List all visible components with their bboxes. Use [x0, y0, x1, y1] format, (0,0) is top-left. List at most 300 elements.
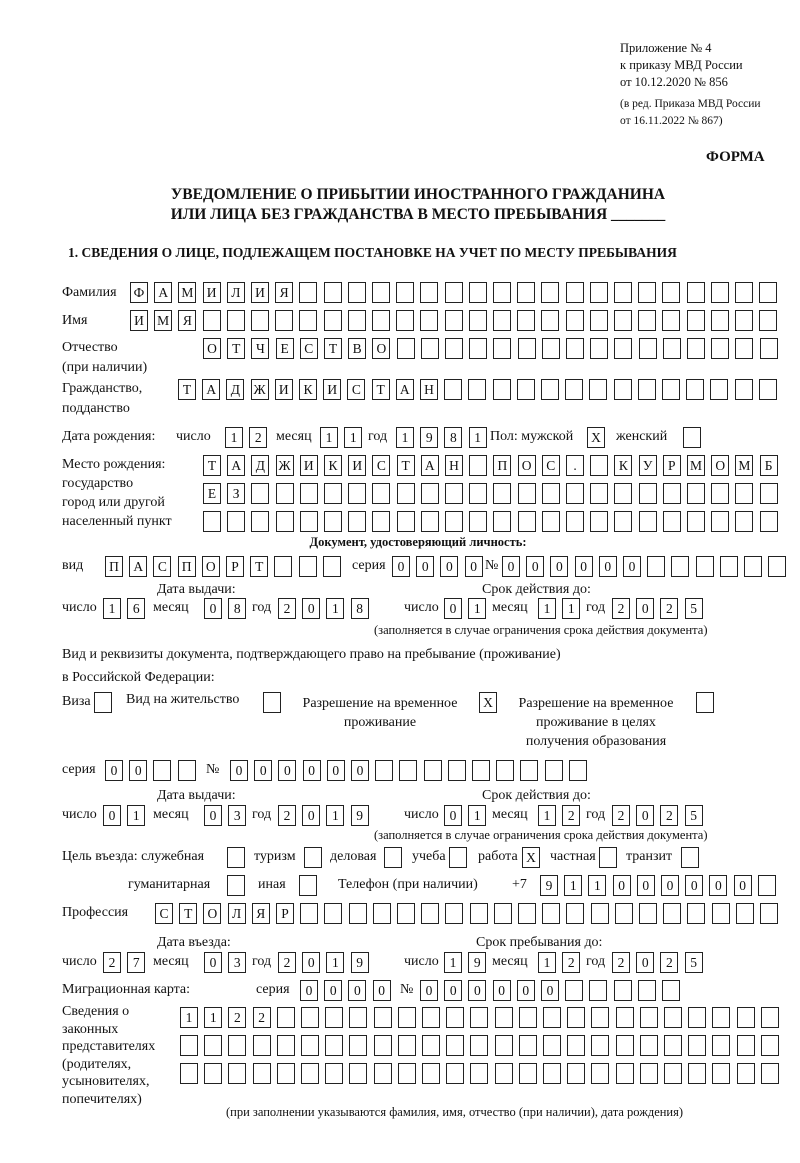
char-cell[interactable]	[758, 875, 776, 896]
char-cell[interactable]	[349, 903, 367, 924]
char-cell[interactable]	[421, 338, 439, 359]
char-cell[interactable]: 0	[636, 952, 654, 973]
char-cell[interactable]: 8	[351, 598, 369, 619]
char-cell[interactable]: 0	[599, 556, 617, 577]
char-cell[interactable]	[445, 483, 463, 504]
char-cell[interactable]: 1	[326, 805, 344, 826]
char-cell[interactable]: 0	[392, 556, 410, 577]
char-cell[interactable]	[444, 379, 462, 400]
char-cell[interactable]	[324, 310, 342, 331]
char-cell[interactable]	[761, 1007, 779, 1028]
char-cell[interactable]	[472, 760, 490, 781]
char-cell[interactable]	[566, 338, 584, 359]
char-cell[interactable]	[398, 1063, 416, 1084]
char-cell[interactable]: 5	[685, 805, 703, 826]
char-cell[interactable]	[614, 338, 632, 359]
char-cell[interactable]	[735, 483, 753, 504]
char-cell[interactable]: 8	[228, 598, 246, 619]
char-cell[interactable]	[518, 903, 536, 924]
char-cell[interactable]: А	[227, 455, 245, 476]
char-cell[interactable]	[590, 455, 608, 476]
char-cell[interactable]: Т	[397, 455, 415, 476]
char-cell[interactable]	[469, 455, 487, 476]
char-cell[interactable]: М	[154, 310, 172, 331]
char-cell[interactable]	[735, 310, 753, 331]
char-cell[interactable]: 1	[320, 427, 338, 448]
char-cell[interactable]	[398, 1007, 416, 1028]
char-cell[interactable]	[374, 1035, 392, 1056]
char-cell[interactable]: 0	[302, 952, 320, 973]
char-cell[interactable]: И	[275, 379, 293, 400]
char-cell[interactable]	[662, 980, 680, 1001]
char-cell[interactable]: 0	[278, 760, 296, 781]
char-cell[interactable]	[517, 310, 535, 331]
char-cell[interactable]: 9	[468, 952, 486, 973]
char-cell[interactable]: А	[421, 455, 439, 476]
char-cell[interactable]	[349, 1035, 367, 1056]
char-cell[interactable]: А	[396, 379, 414, 400]
char-cell[interactable]	[671, 556, 689, 577]
char-cell[interactable]	[711, 511, 729, 532]
char-cell[interactable]	[494, 903, 512, 924]
char-cell[interactable]: И	[300, 455, 318, 476]
char-cell[interactable]: Р	[276, 903, 294, 924]
char-cell[interactable]	[737, 1007, 755, 1028]
char-cell[interactable]: 0	[465, 556, 483, 577]
char-cell[interactable]: 0	[526, 556, 544, 577]
char-cell[interactable]: И	[130, 310, 148, 331]
char-cell[interactable]	[543, 1007, 561, 1028]
char-cell[interactable]	[569, 760, 587, 781]
char-cell[interactable]	[566, 511, 584, 532]
char-cell[interactable]	[519, 1063, 537, 1084]
char-cell[interactable]	[493, 310, 511, 331]
char-cell[interactable]	[324, 282, 342, 303]
char-cell[interactable]: 2	[249, 427, 267, 448]
char-cell[interactable]: 5	[685, 952, 703, 973]
char-cell[interactable]	[445, 282, 463, 303]
char-cell[interactable]: 0	[444, 805, 462, 826]
char-cell[interactable]	[446, 1035, 464, 1056]
char-cell[interactable]	[737, 1063, 755, 1084]
char-cell[interactable]	[589, 980, 607, 1001]
char-cell[interactable]: 2	[660, 805, 678, 826]
char-cell[interactable]	[590, 511, 608, 532]
char-cell[interactable]	[687, 282, 705, 303]
char-cell[interactable]	[541, 310, 559, 331]
char-cell[interactable]	[153, 760, 171, 781]
char-cell[interactable]: П	[493, 455, 511, 476]
char-cell[interactable]	[543, 1035, 561, 1056]
char-cell[interactable]	[759, 379, 777, 400]
char-cell[interactable]	[517, 379, 535, 400]
char-cell[interactable]	[375, 760, 393, 781]
char-cell[interactable]: 1	[468, 805, 486, 826]
char-cell[interactable]: 5	[685, 598, 703, 619]
checkbox[interactable]: X	[522, 847, 540, 868]
char-cell[interactable]	[591, 1063, 609, 1084]
char-cell[interactable]: 1	[204, 1007, 222, 1028]
char-cell[interactable]: 1	[180, 1007, 198, 1028]
char-cell[interactable]	[567, 1063, 585, 1084]
char-cell[interactable]: 0	[348, 980, 366, 1001]
char-cell[interactable]	[518, 483, 536, 504]
char-cell[interactable]: П	[178, 556, 196, 577]
char-cell[interactable]: 0	[327, 760, 345, 781]
char-cell[interactable]: 0	[204, 952, 222, 973]
char-cell[interactable]	[251, 310, 269, 331]
char-cell[interactable]	[744, 556, 762, 577]
char-cell[interactable]	[495, 1063, 513, 1084]
char-cell[interactable]	[647, 556, 665, 577]
char-cell[interactable]: И	[203, 282, 221, 303]
char-cell[interactable]	[760, 903, 778, 924]
char-cell[interactable]	[519, 1035, 537, 1056]
char-cell[interactable]	[420, 310, 438, 331]
char-cell[interactable]: 0	[440, 556, 458, 577]
char-cell[interactable]	[720, 556, 738, 577]
char-cell[interactable]	[348, 483, 366, 504]
char-cell[interactable]	[325, 1063, 343, 1084]
char-cell[interactable]	[470, 1035, 488, 1056]
char-cell[interactable]: 0	[444, 598, 462, 619]
char-cell[interactable]: Ж	[251, 379, 269, 400]
char-cell[interactable]: С	[347, 379, 365, 400]
char-cell[interactable]: М	[735, 455, 753, 476]
char-cell[interactable]	[372, 282, 390, 303]
checkbox[interactable]	[263, 692, 281, 713]
char-cell[interactable]: 0	[636, 805, 654, 826]
char-cell[interactable]: 1	[562, 598, 580, 619]
char-cell[interactable]	[470, 903, 488, 924]
char-cell[interactable]: 1	[396, 427, 414, 448]
char-cell[interactable]	[520, 760, 538, 781]
char-cell[interactable]	[768, 556, 786, 577]
char-cell[interactable]	[735, 338, 753, 359]
char-cell[interactable]	[565, 379, 583, 400]
char-cell[interactable]	[591, 903, 609, 924]
char-cell[interactable]: 0	[623, 556, 641, 577]
checkbox[interactable]	[304, 847, 322, 868]
char-cell[interactable]: 0	[636, 598, 654, 619]
char-cell[interactable]	[640, 1035, 658, 1056]
char-cell[interactable]	[567, 1035, 585, 1056]
char-cell[interactable]	[325, 1007, 343, 1028]
char-cell[interactable]: 2	[278, 598, 296, 619]
char-cell[interactable]	[614, 282, 632, 303]
char-cell[interactable]	[616, 1063, 634, 1084]
char-cell[interactable]: Т	[227, 338, 245, 359]
checkbox[interactable]	[449, 847, 467, 868]
char-cell[interactable]	[180, 1063, 198, 1084]
char-cell[interactable]: 0	[493, 980, 511, 1001]
char-cell[interactable]	[591, 1007, 609, 1028]
char-cell[interactable]: 9	[540, 875, 558, 896]
char-cell[interactable]	[422, 1007, 440, 1028]
char-cell[interactable]	[299, 556, 317, 577]
char-cell[interactable]: 0	[230, 760, 248, 781]
char-cell[interactable]: О	[711, 455, 729, 476]
char-cell[interactable]: К	[324, 455, 342, 476]
char-cell[interactable]	[638, 980, 656, 1001]
char-cell[interactable]	[696, 556, 714, 577]
char-cell[interactable]: 0	[324, 980, 342, 1001]
char-cell[interactable]	[277, 1063, 295, 1084]
char-cell[interactable]: 2	[228, 1007, 246, 1028]
char-cell[interactable]: 1	[564, 875, 582, 896]
char-cell[interactable]	[542, 511, 560, 532]
char-cell[interactable]	[541, 282, 559, 303]
checkbox[interactable]	[696, 692, 714, 713]
char-cell[interactable]	[712, 1035, 730, 1056]
char-cell[interactable]	[493, 483, 511, 504]
char-cell[interactable]	[495, 1035, 513, 1056]
checkbox[interactable]	[384, 847, 402, 868]
char-cell[interactable]	[422, 1063, 440, 1084]
char-cell[interactable]: Т	[203, 455, 221, 476]
char-cell[interactable]	[276, 511, 294, 532]
char-cell[interactable]: 1	[538, 598, 556, 619]
checkbox[interactable]	[299, 875, 317, 896]
char-cell[interactable]	[710, 379, 728, 400]
char-cell[interactable]	[711, 282, 729, 303]
char-cell[interactable]: 0	[303, 760, 321, 781]
char-cell[interactable]: Е	[276, 338, 294, 359]
char-cell[interactable]	[469, 483, 487, 504]
char-cell[interactable]	[445, 310, 463, 331]
char-cell[interactable]	[664, 1007, 682, 1028]
char-cell[interactable]	[470, 1007, 488, 1028]
char-cell[interactable]: А	[202, 379, 220, 400]
char-cell[interactable]: Е	[203, 483, 221, 504]
char-cell[interactable]: 2	[612, 805, 630, 826]
char-cell[interactable]	[640, 1007, 658, 1028]
char-cell[interactable]	[398, 1035, 416, 1056]
char-cell[interactable]	[542, 483, 560, 504]
char-cell[interactable]	[420, 282, 438, 303]
char-cell[interactable]	[541, 379, 559, 400]
char-cell[interactable]	[759, 310, 777, 331]
char-cell[interactable]	[688, 1063, 706, 1084]
char-cell[interactable]	[469, 338, 487, 359]
char-cell[interactable]: 0	[550, 556, 568, 577]
char-cell[interactable]	[687, 511, 705, 532]
char-cell[interactable]	[372, 310, 390, 331]
char-cell[interactable]: 0	[517, 980, 535, 1001]
char-cell[interactable]: Т	[179, 903, 197, 924]
char-cell[interactable]: 1	[103, 598, 121, 619]
char-cell[interactable]	[517, 282, 535, 303]
char-cell[interactable]	[251, 511, 269, 532]
char-cell[interactable]	[735, 379, 753, 400]
char-cell[interactable]: О	[203, 903, 221, 924]
char-cell[interactable]: 0	[661, 875, 679, 896]
char-cell[interactable]: С	[300, 338, 318, 359]
char-cell[interactable]	[374, 1063, 392, 1084]
char-cell[interactable]: 0	[468, 980, 486, 1001]
char-cell[interactable]: Д	[251, 455, 269, 476]
char-cell[interactable]	[664, 1035, 682, 1056]
char-cell[interactable]: П	[105, 556, 123, 577]
char-cell[interactable]: З	[227, 483, 245, 504]
char-cell[interactable]	[204, 1035, 222, 1056]
char-cell[interactable]: 2	[103, 952, 121, 973]
char-cell[interactable]	[445, 511, 463, 532]
char-cell[interactable]: 1	[588, 875, 606, 896]
char-cell[interactable]: 0	[351, 760, 369, 781]
char-cell[interactable]	[638, 282, 656, 303]
char-cell[interactable]	[301, 1035, 319, 1056]
checkbox[interactable]	[94, 692, 112, 713]
char-cell[interactable]	[372, 483, 390, 504]
char-cell[interactable]: Л	[227, 282, 245, 303]
char-cell[interactable]: К	[299, 379, 317, 400]
char-cell[interactable]	[396, 310, 414, 331]
char-cell[interactable]	[324, 511, 342, 532]
char-cell[interactable]	[639, 483, 657, 504]
char-cell[interactable]: И	[348, 455, 366, 476]
char-cell[interactable]	[663, 338, 681, 359]
char-cell[interactable]	[664, 1063, 682, 1084]
char-cell[interactable]	[397, 903, 415, 924]
char-cell[interactable]	[638, 379, 656, 400]
char-cell[interactable]: С	[153, 556, 171, 577]
char-cell[interactable]: 1	[326, 598, 344, 619]
char-cell[interactable]: 0	[300, 980, 318, 1001]
char-cell[interactable]: 1	[344, 427, 362, 448]
char-cell[interactable]	[493, 511, 511, 532]
char-cell[interactable]	[663, 483, 681, 504]
char-cell[interactable]	[616, 1035, 634, 1056]
char-cell[interactable]: 1	[127, 805, 145, 826]
char-cell[interactable]: О	[203, 338, 221, 359]
char-cell[interactable]	[589, 379, 607, 400]
char-cell[interactable]: 7	[127, 952, 145, 973]
char-cell[interactable]: 9	[420, 427, 438, 448]
char-cell[interactable]	[542, 338, 560, 359]
char-cell[interactable]	[227, 511, 245, 532]
char-cell[interactable]	[469, 310, 487, 331]
char-cell[interactable]	[300, 483, 318, 504]
char-cell[interactable]	[276, 483, 294, 504]
char-cell[interactable]: К	[614, 455, 632, 476]
char-cell[interactable]: Я	[178, 310, 196, 331]
char-cell[interactable]	[545, 760, 563, 781]
char-cell[interactable]	[616, 1007, 634, 1028]
char-cell[interactable]	[372, 511, 390, 532]
char-cell[interactable]	[277, 1007, 295, 1028]
char-cell[interactable]	[424, 760, 442, 781]
char-cell[interactable]	[203, 511, 221, 532]
char-cell[interactable]	[662, 379, 680, 400]
char-cell[interactable]	[614, 511, 632, 532]
char-cell[interactable]: 0	[302, 805, 320, 826]
char-cell[interactable]: 9	[351, 805, 369, 826]
char-cell[interactable]: 0	[373, 980, 391, 1001]
char-cell[interactable]: Л	[228, 903, 246, 924]
char-cell[interactable]	[300, 903, 318, 924]
char-cell[interactable]: 6	[127, 598, 145, 619]
char-cell[interactable]	[448, 760, 466, 781]
char-cell[interactable]: 0	[637, 875, 655, 896]
char-cell[interactable]	[421, 511, 439, 532]
char-cell[interactable]	[374, 1007, 392, 1028]
char-cell[interactable]	[396, 282, 414, 303]
char-cell[interactable]	[445, 903, 463, 924]
char-cell[interactable]: 2	[612, 598, 630, 619]
char-cell[interactable]	[204, 1063, 222, 1084]
char-cell[interactable]: 0	[254, 760, 272, 781]
char-cell[interactable]: Т	[250, 556, 268, 577]
char-cell[interactable]: М	[178, 282, 196, 303]
char-cell[interactable]	[663, 511, 681, 532]
char-cell[interactable]	[299, 310, 317, 331]
char-cell[interactable]	[712, 903, 730, 924]
char-cell[interactable]	[399, 760, 417, 781]
char-cell[interactable]: У	[639, 455, 657, 476]
char-cell[interactable]: 0	[575, 556, 593, 577]
char-cell[interactable]: 0	[613, 875, 631, 896]
char-cell[interactable]	[614, 980, 632, 1001]
char-cell[interactable]	[565, 980, 583, 1001]
char-cell[interactable]	[349, 1063, 367, 1084]
char-cell[interactable]: Д	[226, 379, 244, 400]
char-cell[interactable]	[759, 282, 777, 303]
char-cell[interactable]	[275, 310, 293, 331]
char-cell[interactable]: 1	[468, 598, 486, 619]
char-cell[interactable]	[253, 1035, 271, 1056]
char-cell[interactable]	[566, 903, 584, 924]
char-cell[interactable]: Н	[445, 455, 463, 476]
char-cell[interactable]	[180, 1035, 198, 1056]
char-cell[interactable]: О	[372, 338, 390, 359]
char-cell[interactable]	[178, 760, 196, 781]
char-cell[interactable]	[615, 903, 633, 924]
char-cell[interactable]	[662, 282, 680, 303]
char-cell[interactable]	[445, 338, 463, 359]
char-cell[interactable]	[228, 1035, 246, 1056]
char-cell[interactable]	[735, 282, 753, 303]
char-cell[interactable]	[495, 1007, 513, 1028]
char-cell[interactable]: 1	[326, 952, 344, 973]
char-cell[interactable]	[760, 338, 778, 359]
char-cell[interactable]: И	[323, 379, 341, 400]
char-cell[interactable]: .	[566, 455, 584, 476]
char-cell[interactable]	[614, 310, 632, 331]
char-cell[interactable]	[493, 282, 511, 303]
char-cell[interactable]: 2	[278, 952, 296, 973]
char-cell[interactable]	[323, 556, 341, 577]
char-cell[interactable]: Ч	[251, 338, 269, 359]
char-cell[interactable]: 0	[709, 875, 727, 896]
char-cell[interactable]	[493, 338, 511, 359]
checkbox[interactable]	[227, 847, 245, 868]
char-cell[interactable]	[640, 1063, 658, 1084]
char-cell[interactable]	[203, 310, 221, 331]
char-cell[interactable]: 0	[444, 980, 462, 1001]
char-cell[interactable]: 2	[562, 805, 580, 826]
char-cell[interactable]	[761, 1035, 779, 1056]
char-cell[interactable]	[711, 310, 729, 331]
char-cell[interactable]	[566, 282, 584, 303]
char-cell[interactable]: 2	[562, 952, 580, 973]
char-cell[interactable]	[422, 1035, 440, 1056]
char-cell[interactable]	[496, 760, 514, 781]
char-cell[interactable]: Ж	[276, 455, 294, 476]
char-cell[interactable]: 3	[228, 805, 246, 826]
checkbox[interactable]: X	[479, 692, 497, 713]
char-cell[interactable]	[760, 483, 778, 504]
